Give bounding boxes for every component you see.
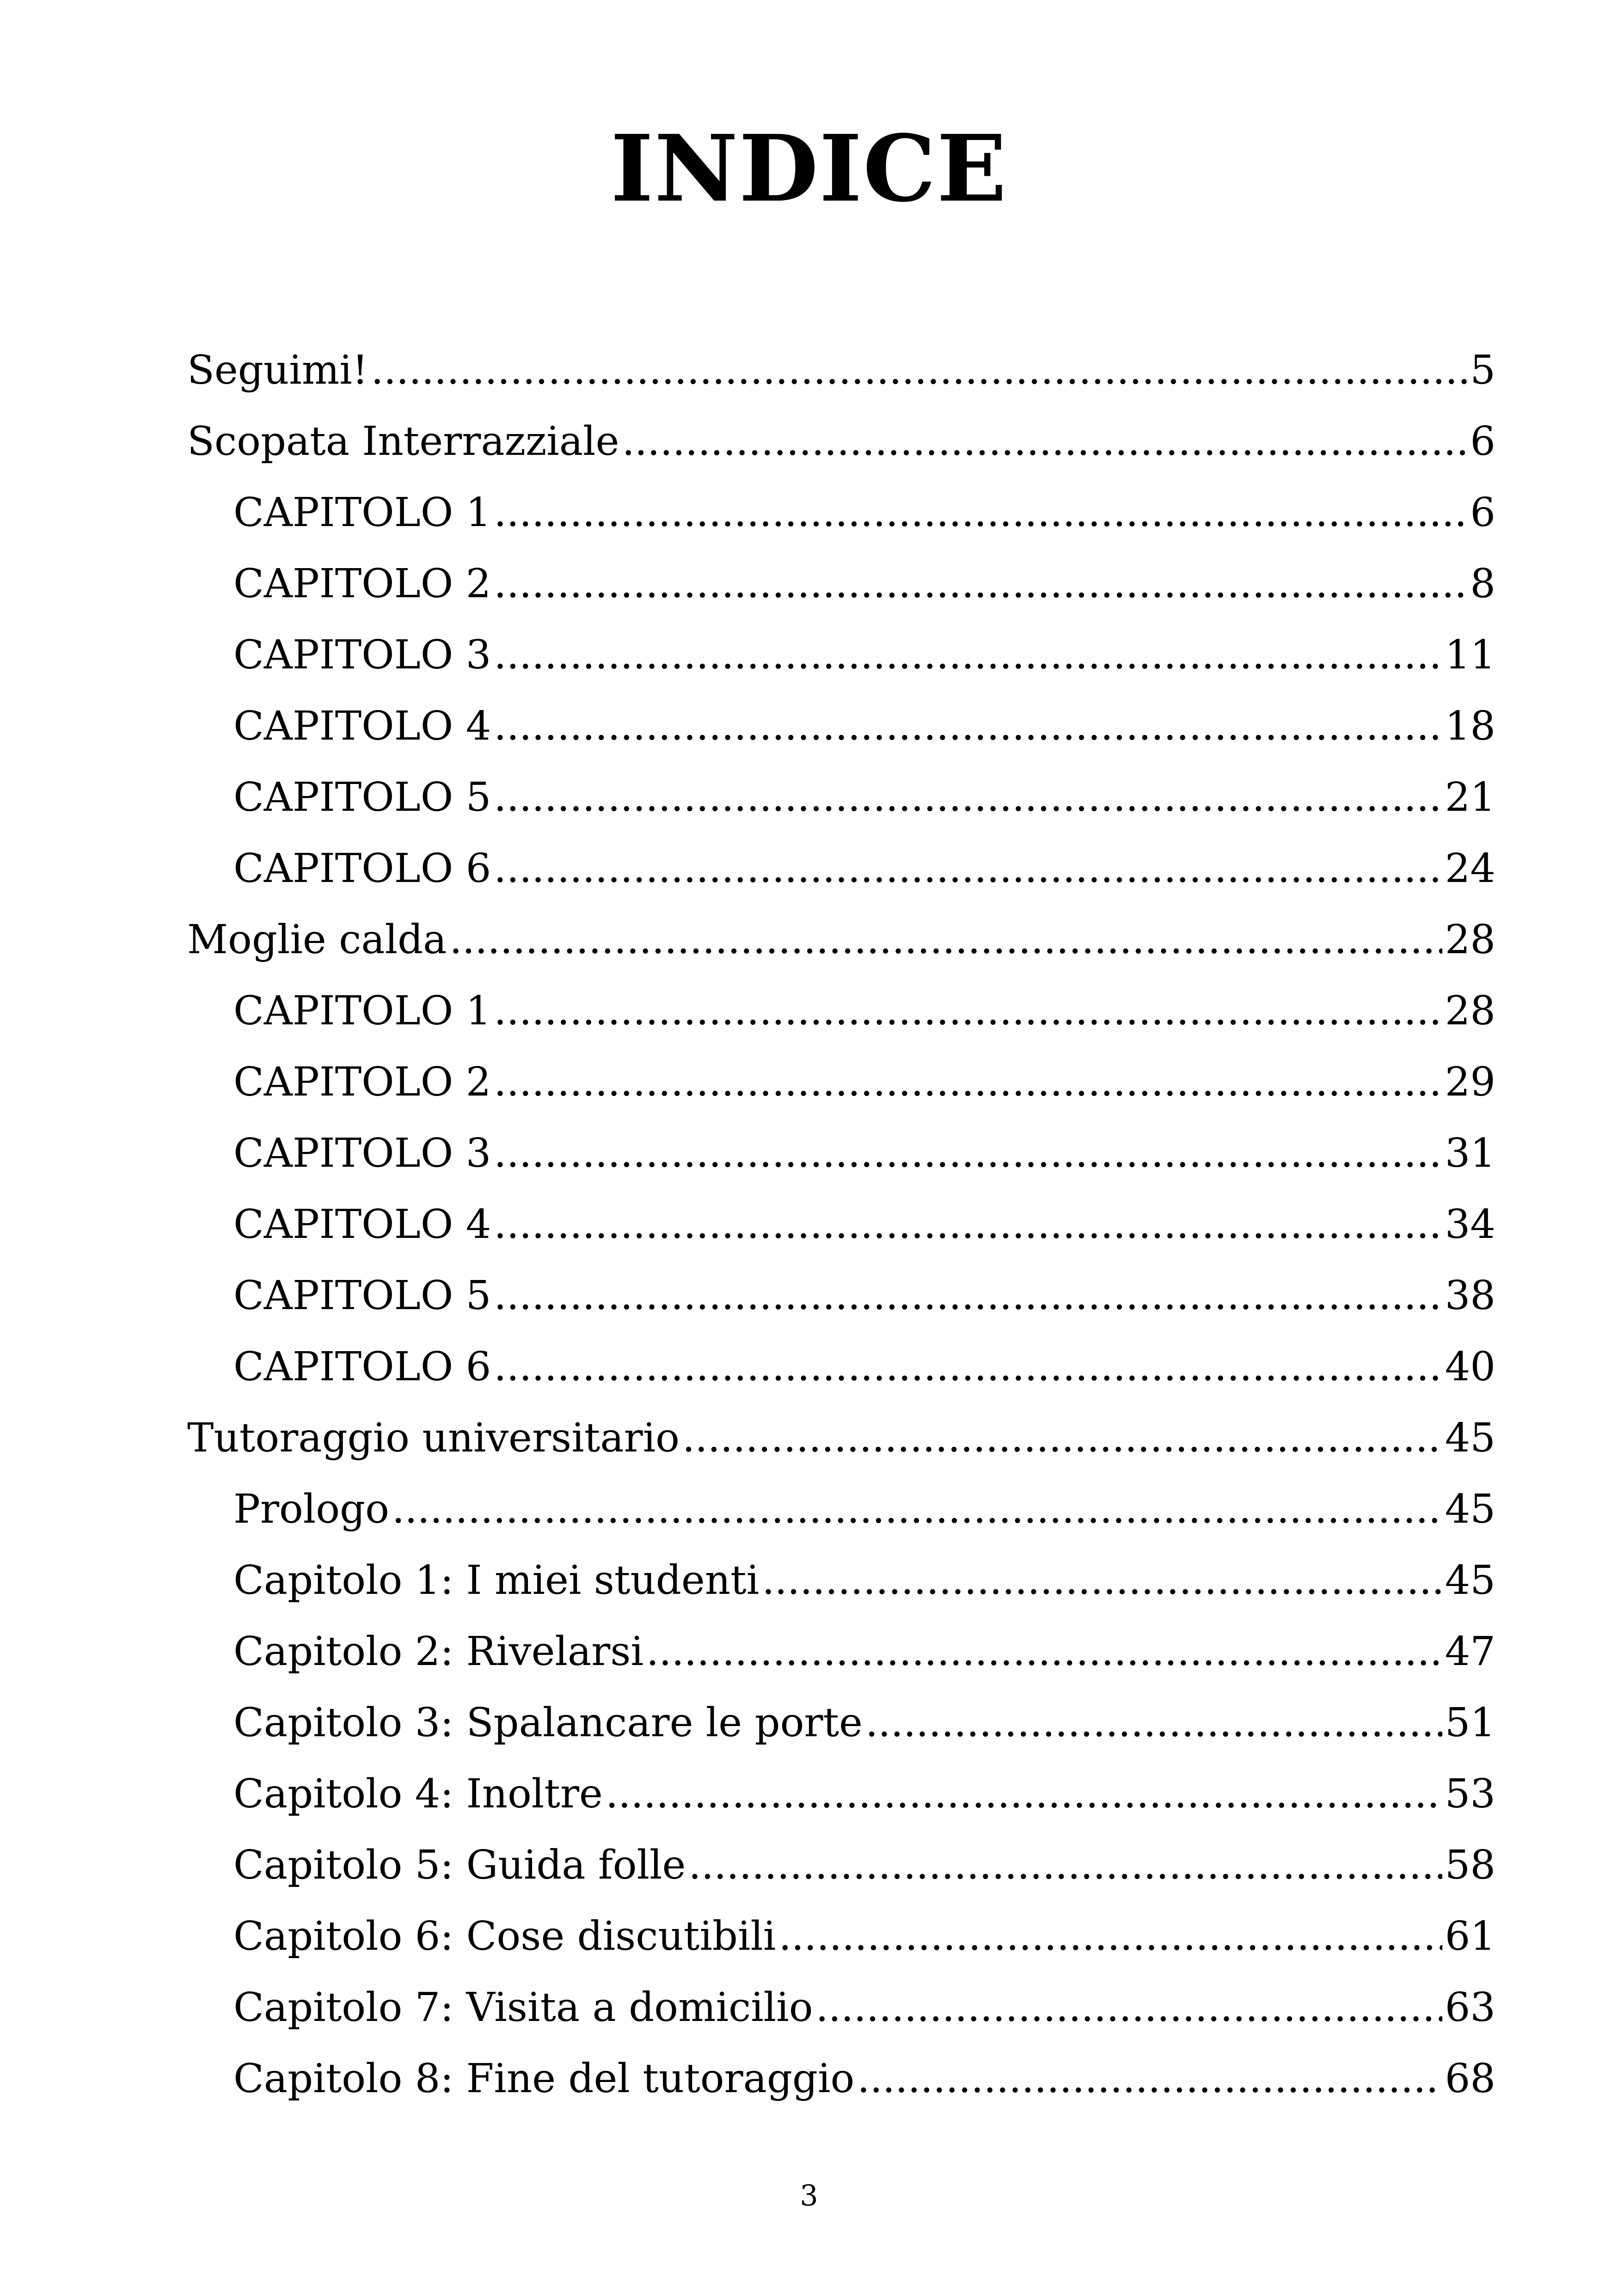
toc-dot-leader <box>494 477 1467 548</box>
toc-entry[interactable] <box>187 548 1495 619</box>
toc-dot-leader <box>449 904 1442 975</box>
toc-dot-leader <box>392 1474 1442 1545</box>
toc-entry-page-number: 29 <box>1445 1059 1495 1105</box>
toc-entry-label: Scopata Interrazziale <box>187 418 619 465</box>
toc-dot-leader <box>622 406 1467 477</box>
toc-entry-page-number: 61 <box>1445 1913 1495 1959</box>
toc-entry-page-number: 8 <box>1470 561 1495 607</box>
toc-entry-page-number: 45 <box>1445 1486 1495 1532</box>
toc-entry[interactable] <box>187 1830 1495 1901</box>
toc-entry[interactable] <box>187 1474 1495 1545</box>
toc-entry-page-number: 45 <box>1445 1415 1495 1461</box>
toc-entry-label: Capitolo 7: Visita a domicilio <box>233 1984 813 2031</box>
toc-entry-label: CAPITOLO 2 <box>233 1059 491 1105</box>
toc-entry-label: CAPITOLO 4 <box>233 703 491 749</box>
toc-entry-page-number: 28 <box>1445 988 1495 1034</box>
toc-entry[interactable] <box>187 1189 1495 1260</box>
toc-dot-leader <box>494 691 1442 762</box>
toc-entry[interactable] <box>187 975 1495 1047</box>
toc-entry-label: Capitolo 2: Rivelarsi <box>233 1629 644 1675</box>
toc-entry-page-number: 38 <box>1445 1273 1495 1319</box>
toc-entry-page-number: 40 <box>1445 1344 1495 1390</box>
toc-entry-label: Seguimi! <box>187 347 368 393</box>
toc-entry-label: Capitolo 1: I miei studenti <box>233 1557 760 1604</box>
toc-entry-label: Capitolo 5: Guida folle <box>233 1842 686 1888</box>
toc-entry[interactable] <box>187 1047 1495 1118</box>
toc-dot-leader <box>494 1260 1442 1331</box>
toc-entry-label: CAPITOLO 3 <box>233 1130 491 1176</box>
toc-entry-page-number: 63 <box>1445 1984 1495 2031</box>
toc-entry-page-number: 28 <box>1445 917 1495 963</box>
toc-dot-leader <box>494 1331 1442 1402</box>
toc-entry-page-number: 68 <box>1445 2056 1495 2102</box>
toc-entry-page-number: 45 <box>1445 1557 1495 1604</box>
toc-dot-leader <box>646 1616 1442 1687</box>
toc-entry-label: Prologo <box>233 1486 389 1532</box>
toc-entry-page-number: 31 <box>1445 1130 1495 1176</box>
toc-entry-label: Tutoraggio universitario <box>187 1415 680 1461</box>
toc-entry[interactable] <box>187 477 1495 548</box>
toc-entry[interactable] <box>187 1545 1495 1616</box>
toc-dot-leader <box>778 1901 1442 1972</box>
toc-dot-leader <box>865 1687 1442 1758</box>
toc-entry-label: Capitolo 3: Spalancare le porte <box>233 1700 863 1746</box>
toc-entry[interactable] <box>187 406 1495 477</box>
page-title: INDICE <box>610 115 1008 222</box>
toc-entry-label: CAPITOLO 6 <box>233 1344 491 1390</box>
toc-entry-page-number: 5 <box>1470 347 1495 393</box>
toc-entry[interactable] <box>187 1118 1495 1189</box>
toc-entry-page-number: 6 <box>1470 490 1495 536</box>
toc-entry[interactable] <box>187 833 1495 904</box>
toc-entry-label: CAPITOLO 1 <box>233 490 491 536</box>
toc-dot-leader <box>682 1402 1442 1474</box>
page-number: 3 <box>800 2179 818 2212</box>
toc-entry-page-number: 18 <box>1445 703 1495 749</box>
toc-entry-label: CAPITOLO 6 <box>233 845 491 892</box>
toc-entry-label: CAPITOLO 3 <box>233 632 491 678</box>
toc-entry-page-number: 51 <box>1445 1700 1495 1746</box>
toc-dot-leader <box>494 975 1442 1047</box>
toc-dot-leader <box>494 1189 1442 1260</box>
toc-entry[interactable] <box>187 1616 1495 1687</box>
toc-entry[interactable] <box>187 1331 1495 1402</box>
toc-dot-leader <box>494 833 1442 904</box>
toc-entry[interactable] <box>187 691 1495 762</box>
toc-dot-leader <box>494 619 1442 691</box>
toc-entry[interactable] <box>187 1758 1495 1830</box>
toc-entry[interactable] <box>187 1901 1495 1972</box>
toc-entry[interactable] <box>187 1260 1495 1331</box>
toc-entry[interactable] <box>187 1972 1495 2043</box>
toc-entry[interactable] <box>187 619 1495 691</box>
toc-entry-label: CAPITOLO 4 <box>233 1201 491 1248</box>
toc-dot-leader <box>857 2043 1442 2114</box>
toc-entry-label: Moglie calda <box>187 917 447 963</box>
toc-entry[interactable] <box>187 1687 1495 1758</box>
toc-entry-label: CAPITOLO 5 <box>233 1273 491 1319</box>
toc-entry-page-number: 24 <box>1445 845 1495 892</box>
table-of-contents <box>187 335 1495 2114</box>
toc-entry-label: Capitolo 4: Inoltre <box>233 1771 603 1817</box>
toc-entry[interactable] <box>187 1402 1495 1474</box>
toc-entry[interactable] <box>187 762 1495 833</box>
toc-entry-page-number: 11 <box>1445 632 1495 678</box>
toc-entry-label: Capitolo 6: Cose discutibili <box>233 1913 776 1959</box>
toc-entry-page-number: 47 <box>1445 1629 1495 1675</box>
toc-entry-label: Capitolo 8: Fine del tutoraggio <box>233 2056 855 2102</box>
toc-dot-leader <box>762 1545 1442 1616</box>
toc-dot-leader <box>606 1758 1442 1830</box>
toc-dot-leader <box>815 1972 1442 2043</box>
toc-dot-leader <box>371 335 1467 406</box>
toc-dot-leader <box>494 548 1467 619</box>
toc-entry-label: CAPITOLO 1 <box>233 988 491 1034</box>
toc-entry[interactable] <box>187 335 1495 406</box>
toc-dot-leader <box>688 1830 1442 1901</box>
toc-entry[interactable] <box>187 2043 1495 2114</box>
toc-entry-page-number: 6 <box>1470 418 1495 465</box>
toc-entry-page-number: 53 <box>1445 1771 1495 1817</box>
toc-entry-page-number: 34 <box>1445 1201 1495 1248</box>
toc-entry-page-number: 58 <box>1445 1842 1495 1888</box>
toc-entry-label: CAPITOLO 5 <box>233 774 491 820</box>
toc-entry-page-number: 21 <box>1445 774 1495 820</box>
toc-entry-label: CAPITOLO 2 <box>233 561 491 607</box>
toc-entry[interactable] <box>187 904 1495 975</box>
toc-dot-leader <box>494 1118 1442 1189</box>
toc-dot-leader <box>494 762 1442 833</box>
toc-dot-leader <box>494 1047 1442 1118</box>
